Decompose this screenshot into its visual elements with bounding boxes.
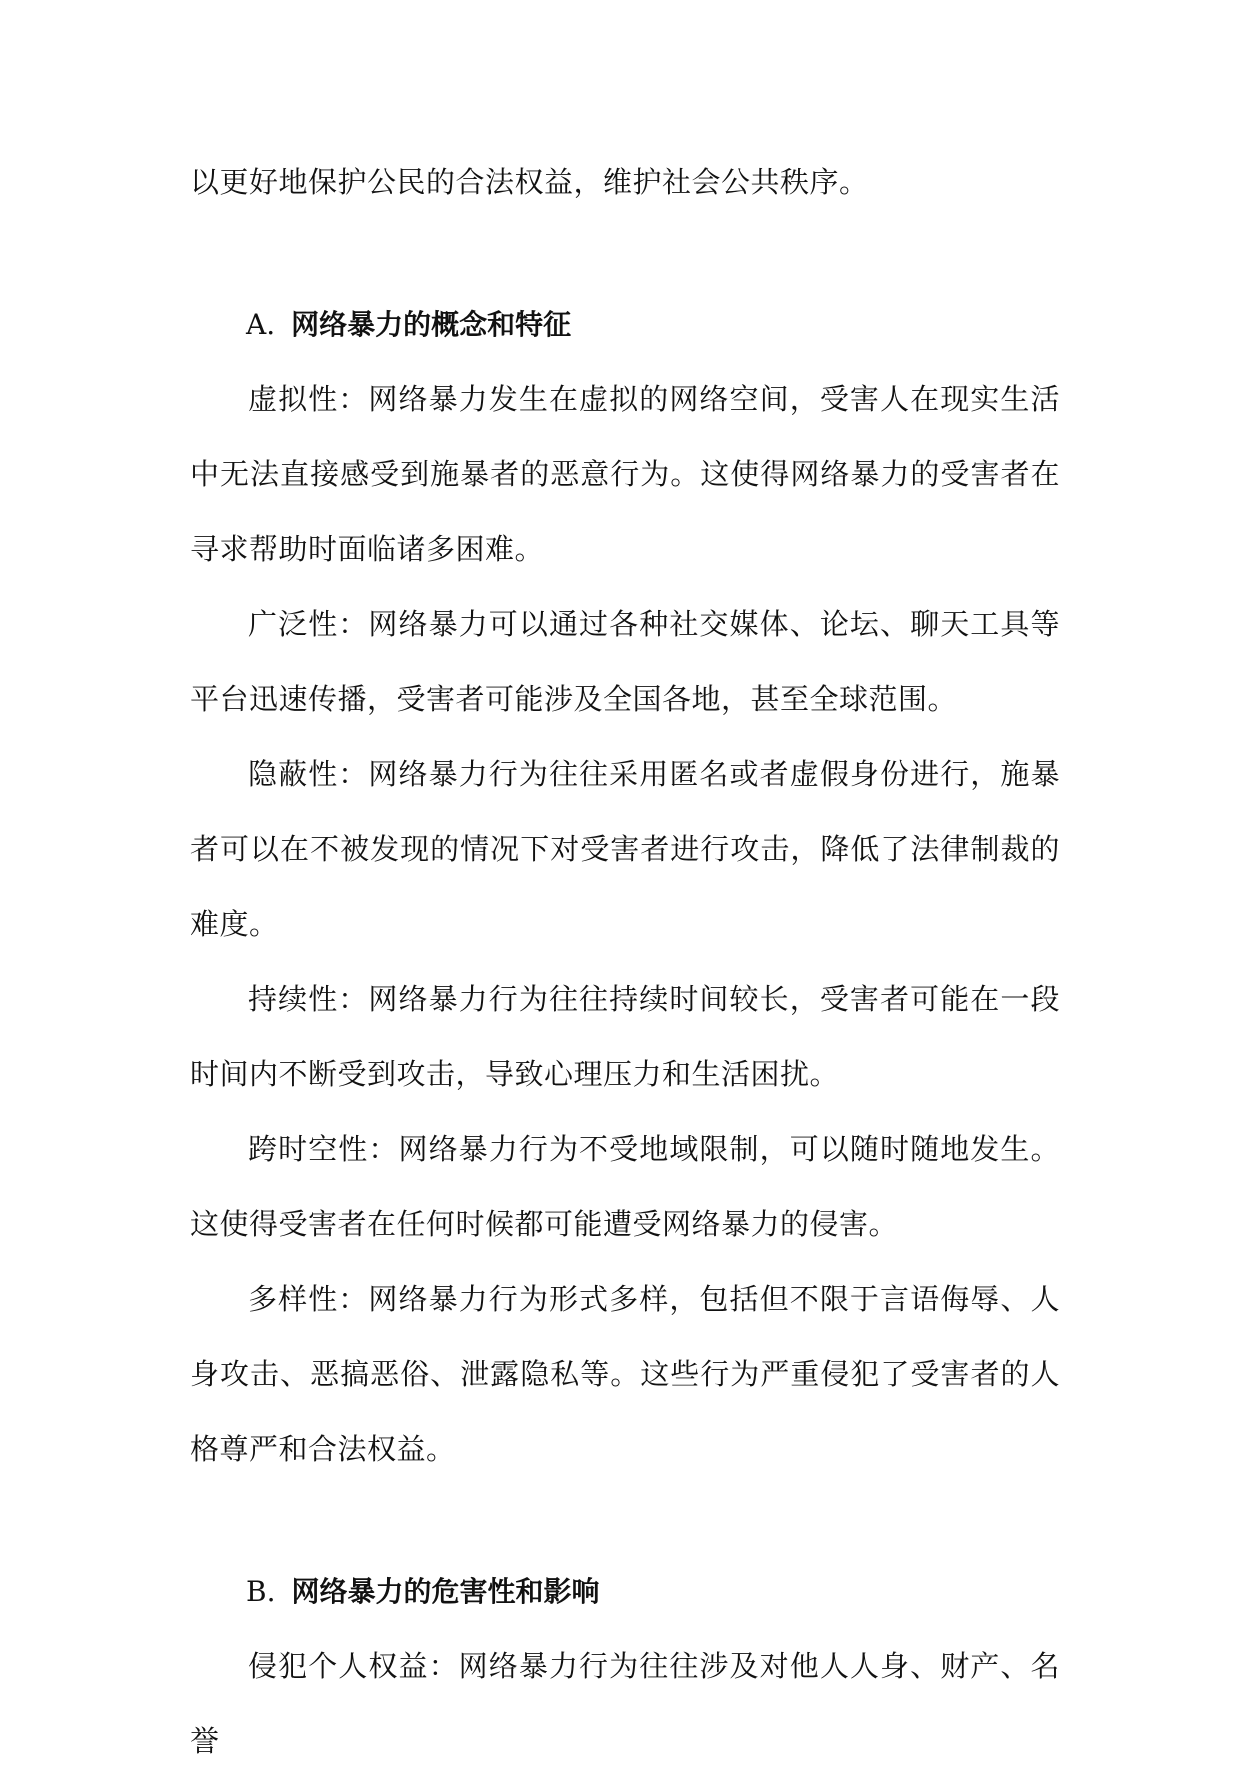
paragraph-cross-space-time: 跨时空性：网络暴力行为不受地域限制，可以随时随地发生。这使得受害者在任何时候都可能遭受网络暴力的侵害。 (190, 1132, 1060, 1241)
section-heading-b (190, 1554, 1060, 1629)
section-title-a: 网络暴力的概念和特征 (291, 308, 572, 341)
intro-paragraph: 以更好地保护公民的合法权益，维护社会公共秩序。 (190, 165, 869, 199)
document-body (190, 145, 1060, 1779)
paragraph-persistence: 持续性：网络暴力行为往往持续时间较长，受害者可能在一段时间内不断受到攻击，导致心理压力和生活困扰。 (190, 982, 1060, 1091)
section-title-b: 网络暴力的危害性和影响 (291, 1575, 600, 1608)
section-heading-a (190, 287, 1060, 362)
section-letter-a: A. (246, 308, 276, 341)
section-letter-b: B. (246, 1575, 276, 1608)
paragraph-pervasiveness: 广泛性：网络暴力可以通过各种社交媒体、论坛、聊天工具等平台迅速传播，受害者可能涉及全国各地，甚至全球范围。 (190, 607, 1060, 716)
paragraph-concealment: 隐蔽性：网络暴力行为往往采用匿名或者虚假身份进行，施暴者可以在不被发现的情况下对受害者进行攻击，降低了法律制裁的难度。 (190, 757, 1060, 941)
paragraph-rights-infringement: 侵犯个人权益：网络暴力行为往往涉及对他人人身、财产、名誉 (190, 1649, 1060, 1758)
paragraph-diversity: 多样性：网络暴力行为形式多样，包括但不限于言语侮辱、人身攻击、恶搞恶俗、泄露隐私等。这些行为严重侵犯了受害者的人格尊严和合法权益。 (190, 1282, 1060, 1466)
paragraph-virtuality: 虚拟性：网络暴力发生在虚拟的网络空间，受害人在现实生活中无法直接感受到施暴者的恶意行为。这使得网络暴力的受害者在寻求帮助时面临诸多困难。 (190, 382, 1060, 566)
